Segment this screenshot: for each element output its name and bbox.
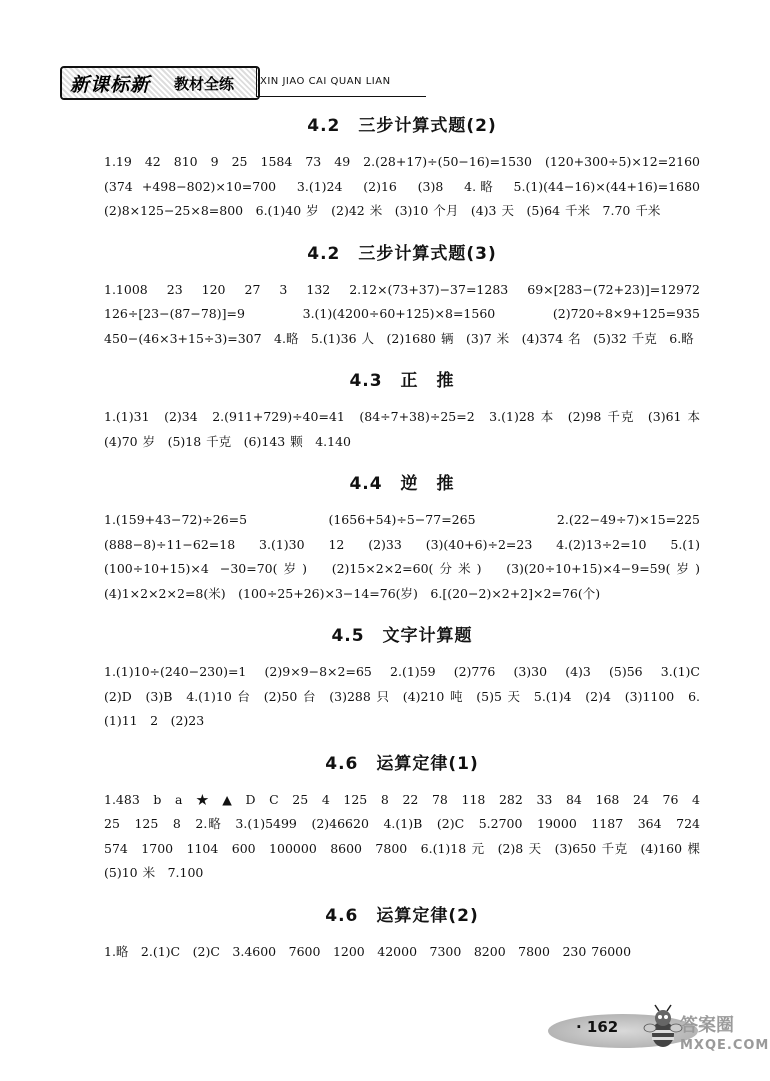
bee-mascot-icon bbox=[644, 1004, 682, 1050]
header-pinyin: XIN JIAO CAI QUAN LIAN bbox=[260, 76, 391, 87]
section-answers: 1.1008 23 120 27 3 132 2.12×(73+37)−37=1283 69×[283−(72+23)]=12972 126÷[23−(87−78)]=9 3.(1)(4200÷60+125)×8=1560 (2)720÷8×9+125=935 450−(46×3+15÷3)=307 4.略 5.(1)36 人 (2)1680 辆 (3)7 米 (4)374 名 (5)32 千克 6.略 bbox=[104, 281, 713, 346]
watermark bbox=[680, 1016, 770, 1056]
section-title: 4.2 三步计算式题(3) bbox=[307, 243, 497, 264]
answer-content bbox=[104, 114, 713, 982]
section-4-6-part-2 bbox=[104, 904, 700, 965]
section-title: 4.6 运算定律(2) bbox=[325, 905, 479, 926]
watermark-line-2: MXQE.COM bbox=[680, 1038, 770, 1053]
watermark-line-1: 答案圈 bbox=[680, 1015, 734, 1036]
section-answers: 1.略 2.(1)C (2)C 3.4600 7600 1200 42000 7300 8200 7800 230 76000 bbox=[104, 943, 632, 959]
section-answers: 1.483 b a ★ ▲ D C 25 4 125 8 22 78 118 282 33 84 168 24 76 4 25 125 8 2.略 3.(1)5499 (2)46620 4.(1)B (2)C 5.2700 19000 1187 364 724 574 1700 1104 600 100000 8600 7800 6.(1)18 元 (2)8 天 (3)650 千克 (4)160 棵 (5)10 米 7.100 bbox=[104, 791, 713, 880]
page-footer bbox=[548, 1002, 770, 1062]
section-answers: 1.(1)10÷(240−230)=1 (2)9×9−8×2=65 2.(1)59 (2)776 (3)30 (4)3 (5)56 3.(1)C (2)D (3)B 4.(1)10 台 (2)50 台 (3)288 只 (4)210 吨 (5)5 天 5.(1)4 (2)4 (3)1100 6.(1)11 2 (2)23 bbox=[104, 664, 713, 728]
section-4-2-part-3 bbox=[104, 242, 713, 352]
section-title: 4.6 运算定律(1) bbox=[325, 753, 479, 774]
logo-sub-text: 教材全练 bbox=[174, 75, 235, 93]
header-divider bbox=[256, 96, 426, 97]
header-divider-vertical bbox=[256, 68, 257, 96]
section-title: 4.5 文字计算题 bbox=[331, 626, 473, 646]
section-answers: 1.19 42 810 9 25 1584 73 49 2.(28+17)÷(50−16)=1530 (120+300÷5)×12=2160 (374 +498−802)×10=700 3.(1)24 (2)16 (3)8 4.略 5.(1)(44−16)×(44+16)=1680 (2)8×125−25×8=800 6.(1)40 岁 (2)42 米 (3)10 个月 (4)3 天 (5)64 千米 7.70 千米 bbox=[104, 154, 713, 218]
section-answers: 1.(159+43−72)÷26=5 (1656+54)÷5−77=265 2.(22−49÷7)×15=225 (888−8)÷11−62=18 3.(1)30 12 (2)33 (3)(40+6)÷2=23 4.(2)13÷2=10 5.(1)(100÷10+15)×4 −30=70(岁) (2)15×2×2=60(分米) (3)(20÷10+15)×4−9=59(岁) (4)1×2×2×2=8(米) (100÷25+26)×3−14=76(岁) 6.[(20−2)×2+2]×2=76(个) bbox=[104, 512, 713, 601]
section-4-3 bbox=[104, 369, 713, 454]
page-number: · 162 bbox=[576, 1018, 619, 1036]
section-4-4 bbox=[104, 472, 713, 606]
logo-main-text: 新课标新 bbox=[70, 74, 151, 96]
section-4-6-part-1 bbox=[104, 752, 713, 886]
section-title: 4.2 三步计算式题(2) bbox=[307, 116, 497, 136]
section-answers: 1.(1)31 (2)34 2.(911+729)÷40=41 (84÷7+38)÷25=2 3.(1)28 本 (2)98 千克 (3)61 本 (4)70 岁 (5)18 千克 (6)143 颗 4.140 bbox=[104, 409, 713, 449]
series-logo bbox=[60, 66, 260, 100]
section-title: 4.3 正 推 bbox=[349, 371, 455, 391]
book-header bbox=[60, 62, 400, 102]
section-title: 4.4 逆 推 bbox=[349, 474, 455, 494]
section-4-2-part-2 bbox=[104, 114, 713, 224]
section-4-5 bbox=[104, 624, 713, 734]
